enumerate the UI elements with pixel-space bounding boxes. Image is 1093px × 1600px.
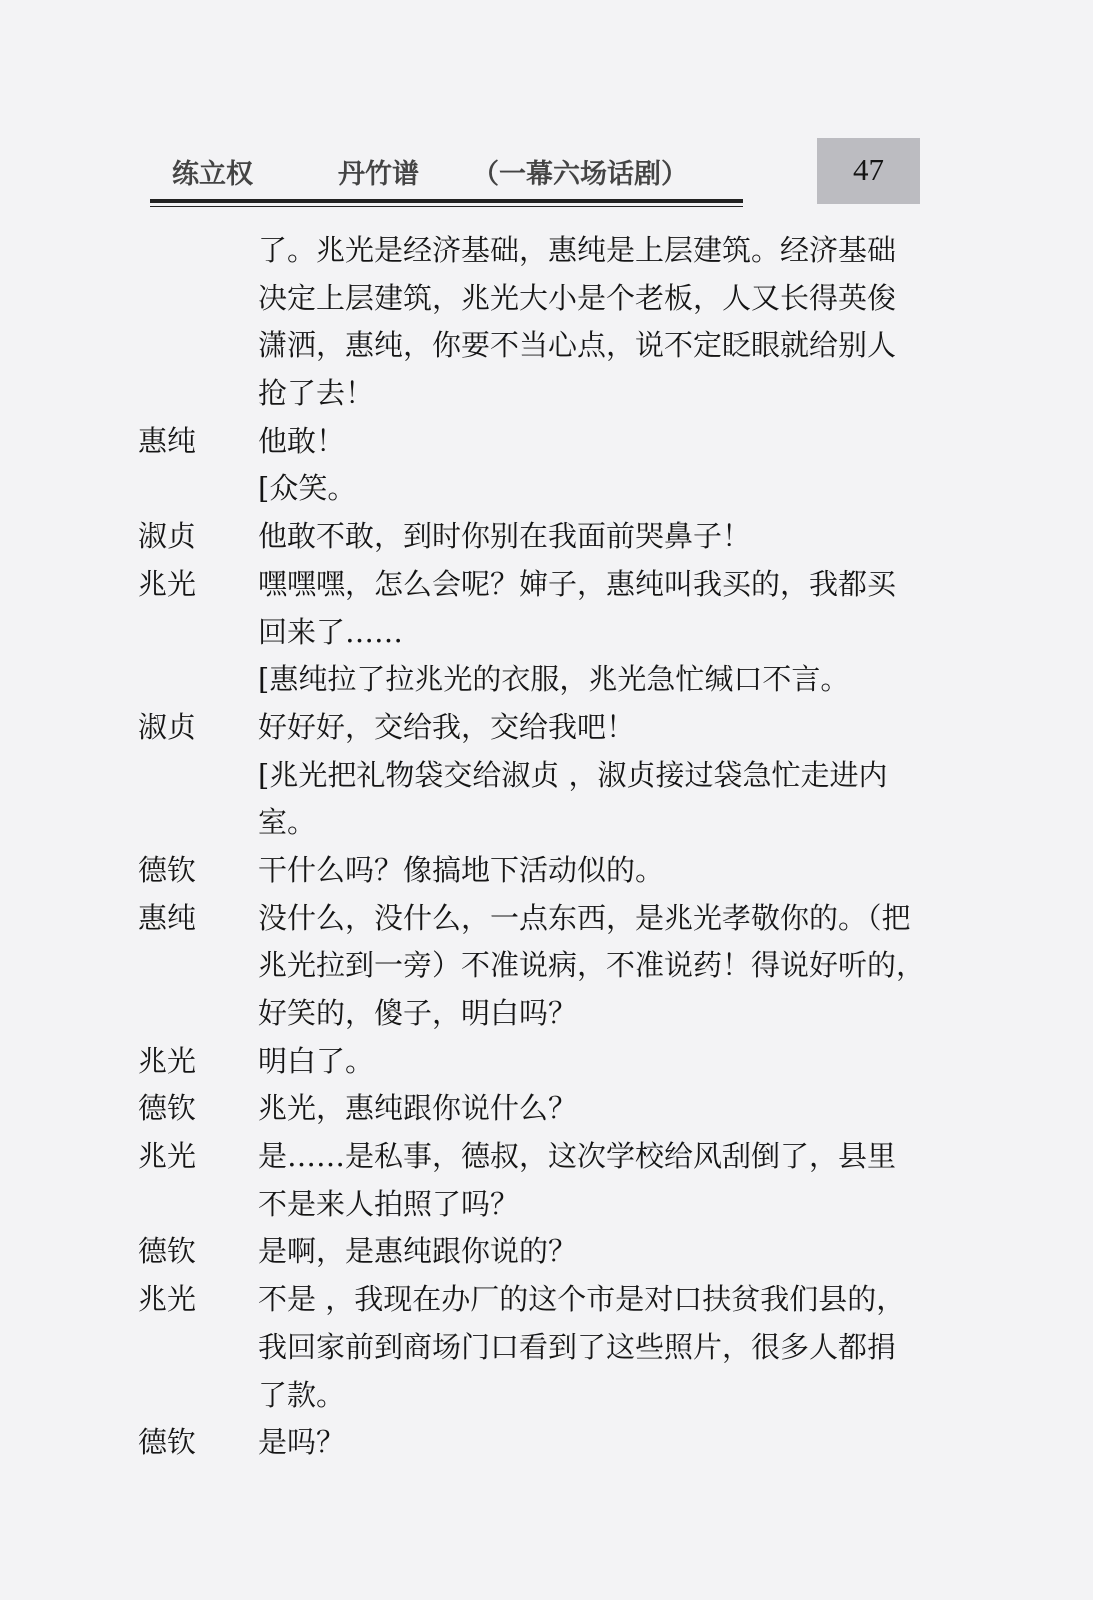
dialogue-text: 决定上层建筑，兆光大小是个老板，人又长得英俊 xyxy=(258,280,897,315)
dialogue-text: 好好好，交给我，交给我吧！ xyxy=(258,709,636,744)
dialogue-text: 是……是私事，德叔，这次学校给风刮倒了，县里 xyxy=(258,1139,897,1174)
header-rule-thick xyxy=(150,199,743,203)
dialogue-text: 了。兆光是经济基础，惠纯是上层建筑。经济基础 xyxy=(258,233,897,267)
dialogue-text: 抢了去！ xyxy=(258,376,375,411)
dialogue-text: 是吗？ xyxy=(258,1425,346,1460)
script-line xyxy=(138,227,918,275)
script-line xyxy=(138,1085,918,1133)
dialogue-text: 我回家前到商场门口看到了这些照片，很多人都捐 xyxy=(258,1329,897,1364)
script-line xyxy=(138,1419,918,1467)
script-line xyxy=(138,990,918,1038)
script-line xyxy=(138,752,918,800)
dialogue-text: 是啊，是惠纯跟你说的？ xyxy=(258,1234,578,1269)
header-author: 练立权 xyxy=(172,159,253,190)
script-line xyxy=(138,418,918,466)
dialogue-text: 不是来人拍照了吗？ xyxy=(258,1186,520,1221)
speaker-name: 兆光 xyxy=(138,566,197,601)
dialogue-text: 明白了。 xyxy=(258,1043,375,1078)
dialogue-text: 了款。 xyxy=(258,1377,346,1412)
header-title: 丹竹谱 xyxy=(338,159,419,190)
dialogue-text: 他敢！ xyxy=(258,423,346,458)
script-line xyxy=(138,704,918,752)
speaker-name: 惠纯 xyxy=(138,423,197,458)
dialogue-text: [惠纯拉了拉兆光的衣服，兆光急忙缄口不言。 xyxy=(258,662,850,697)
speaker-name: 兆光 xyxy=(138,1043,197,1078)
script-line xyxy=(138,656,918,704)
script-line xyxy=(138,847,918,895)
dialogue-text: 不是 ，我现在办厂的这个市是对口扶贫我们县的， xyxy=(258,1282,906,1317)
header-subtitle: （一幕六场话剧） xyxy=(472,159,688,190)
script-line xyxy=(138,322,918,370)
dialogue-text: 兆光，惠纯跟你说什么？ xyxy=(258,1091,578,1126)
script-line xyxy=(138,1276,918,1324)
dialogue-text: [众笑。 xyxy=(258,471,357,506)
speaker-name: 德钦 xyxy=(138,852,197,887)
script-line xyxy=(138,513,918,561)
script-line xyxy=(138,1324,918,1372)
script-line xyxy=(138,895,918,943)
dialogue-text: [兆光把礼物袋交给淑贞 ，淑贞接过袋急忙走进内 xyxy=(258,757,888,792)
speaker-name: 德钦 xyxy=(138,1091,197,1126)
dialogue-text: 潇洒，惠纯，你要不当心点，说不定眨眼就给别人 xyxy=(258,328,897,363)
dialogue-text: 嘿嘿嘿，怎么会呢？婶子，惠纯叫我买的，我都买 xyxy=(258,566,897,601)
script-body xyxy=(138,227,926,1467)
page-number: 47 xyxy=(853,152,884,187)
page-number-box xyxy=(817,138,920,204)
dialogue-text: 干什么吗？像搞地下活动似的。 xyxy=(258,852,665,887)
speaker-name: 淑贞 xyxy=(138,709,197,744)
dialogue-text: 没什么，没什么，一点东西，是兆光孝敬你的。（把 xyxy=(258,900,911,935)
script-line xyxy=(138,370,918,418)
script-line xyxy=(138,609,918,657)
script-line xyxy=(138,465,918,513)
header-rule-thin xyxy=(150,206,743,207)
script-line xyxy=(138,1228,918,1276)
speaker-name: 德钦 xyxy=(138,1425,197,1460)
dialogue-text: 好笑的，傻子，明白吗？ xyxy=(258,996,578,1030)
script-line xyxy=(138,1181,918,1229)
speaker-name: 兆光 xyxy=(138,1139,197,1174)
script-line xyxy=(138,1133,918,1181)
dialogue-text: 兆光拉到一旁）不准说病，不准说药！得说好听的， xyxy=(258,948,926,983)
speaker-name: 惠纯 xyxy=(138,900,197,935)
dialogue-text: 室。 xyxy=(258,805,317,840)
script-line xyxy=(138,799,918,847)
script-line xyxy=(138,561,918,609)
script-line xyxy=(138,275,918,323)
speaker-name: 兆光 xyxy=(138,1282,197,1317)
script-line xyxy=(138,1038,918,1086)
script-line xyxy=(138,942,926,990)
speaker-name: 德钦 xyxy=(138,1234,197,1269)
dialogue-text: 他敢不敢，到时你别在我面前哭鼻子！ xyxy=(258,519,752,554)
script-line xyxy=(138,1372,918,1420)
dialogue-text: 回来了…… xyxy=(258,614,404,649)
speaker-name: 淑贞 xyxy=(138,519,197,554)
